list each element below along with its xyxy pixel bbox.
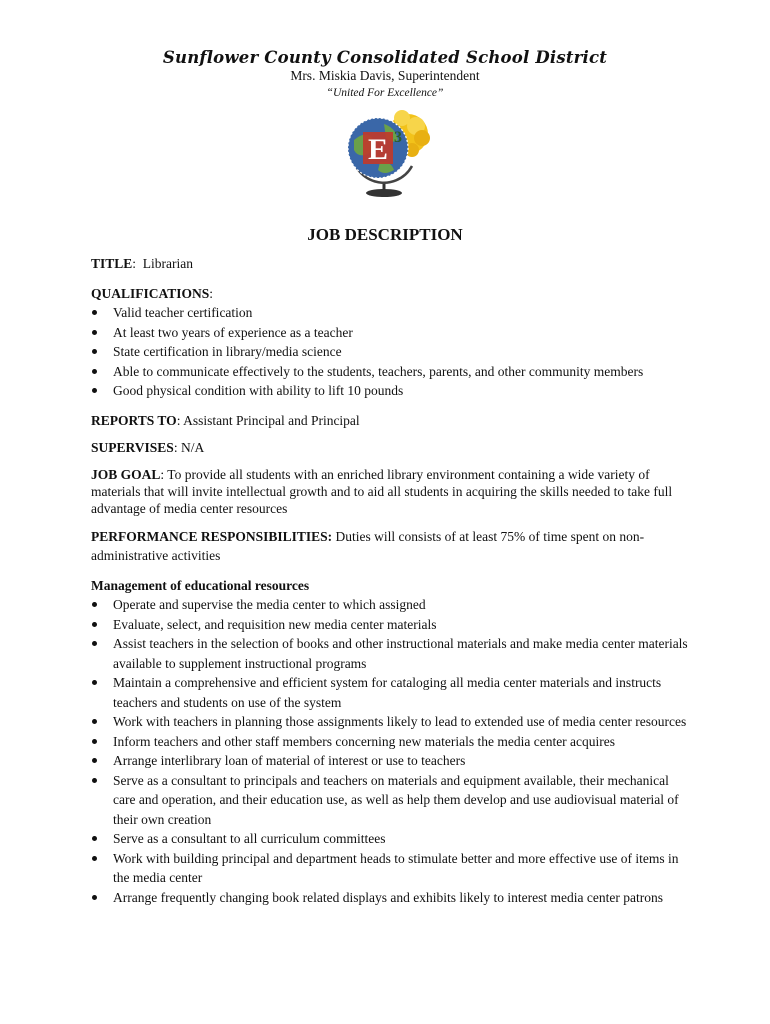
list-item: Arrange frequently changing book related displays and exhibits likely to interest media center patrons [91, 888, 691, 908]
list-item: Arrange interlibrary loan of material of interest or use to teachers [91, 751, 691, 771]
title-line: TITLE: Librarian [91, 256, 194, 271]
job-goal-label: JOB GOAL [91, 466, 161, 482]
supervises-line: SUPERVISES: N/A [91, 440, 205, 455]
list-item: State certification in library/media science [91, 342, 691, 362]
list-item: Valid teacher certification [91, 303, 691, 323]
list-item: Maintain a comprehensive and efficient system for cataloging all media center materials and instructs teachers and students on use of the system [91, 673, 691, 712]
district-logo [332, 104, 436, 200]
logo-letter: E [367, 133, 389, 166]
reports-to-label: REPORTS TO [91, 412, 177, 428]
title-label: TITLE [91, 256, 133, 271]
list-item: Work with building principal and department heads to stimulate better and more effective use of items in the media center [91, 849, 691, 888]
management-list [91, 595, 691, 907]
document-heading: JOB DESCRIPTION [307, 225, 463, 244]
performance-label: PERFORMANCE RESPONSIBILITIES: [91, 528, 333, 544]
qualifications-line: QUALIFICATIONS: [91, 285, 214, 301]
list-item: Serve as a consultant to principals and teachers on materials and equipment available, their mechanical care and operation, and their education use, as well as help them develop and use audiovisual material of their own creation [91, 771, 691, 830]
district-name: Sunflower County Consolidated School District [162, 48, 608, 67]
qualifications-label: QUALIFICATIONS [91, 285, 210, 301]
document-body [91, 254, 691, 907]
performance-paragraph [91, 527, 691, 566]
list-item: Evaluate, select, and requisition new media center materials [91, 615, 691, 635]
superintendent-line: Mrs. Miskia Davis, Superintendent [290, 68, 480, 83]
reports-to-line: REPORTS TO: Assistant Principal and Principal [91, 412, 360, 428]
logo-exponent: 3 [394, 129, 402, 146]
list-item: Able to communicate effectively to the students, teachers, parents, and other community members [91, 362, 691, 382]
supervises-label: SUPERVISES [91, 440, 174, 455]
qualifications-list [91, 303, 691, 401]
list-item: Good physical condition with ability to lift 10 pounds [91, 381, 691, 401]
list-item: Work with teachers in planning those assignments likely to lead to extended use of media center resources [91, 712, 691, 732]
performance-value: Duties will consists of at least 75% of time spent on non-administrative activities [91, 528, 645, 563]
job-goal-value: To provide all students with an enriched library environment containing a wide variety of materials that will invite intellectual growth and to aid all students in acquiring the skills needed to take full advantage of media center resources [91, 466, 673, 516]
management-heading: Management of educational resources [91, 577, 310, 593]
district-motto: “United For Excellence” [326, 87, 444, 99]
title-value: Librarian [142, 256, 194, 271]
list-item: Assist teachers in the selection of books and other instructional materials and make media center materials available to supplement instructional programs [91, 634, 691, 673]
job-goal-paragraph: JOB GOAL: To provide all students with an enriched library environment containing a wide variety of materials that will invite intellectual growth and to aid all students in acquiring the skills needed to take full advantage of media center resources [91, 466, 673, 516]
supervises-value: N/A [180, 440, 205, 455]
list-item: At least two years of experience as a teacher [91, 323, 691, 343]
list-item: Serve as a consultant to all curriculum committees [91, 829, 691, 849]
list-item: Operate and supervise the media center to which assigned [91, 595, 691, 615]
letterhead [0, 48, 770, 101]
reports-to-value: Assistant Principal and Principal [183, 412, 360, 428]
list-item: Inform teachers and other staff members concerning new materials the media center acquires [91, 732, 691, 752]
